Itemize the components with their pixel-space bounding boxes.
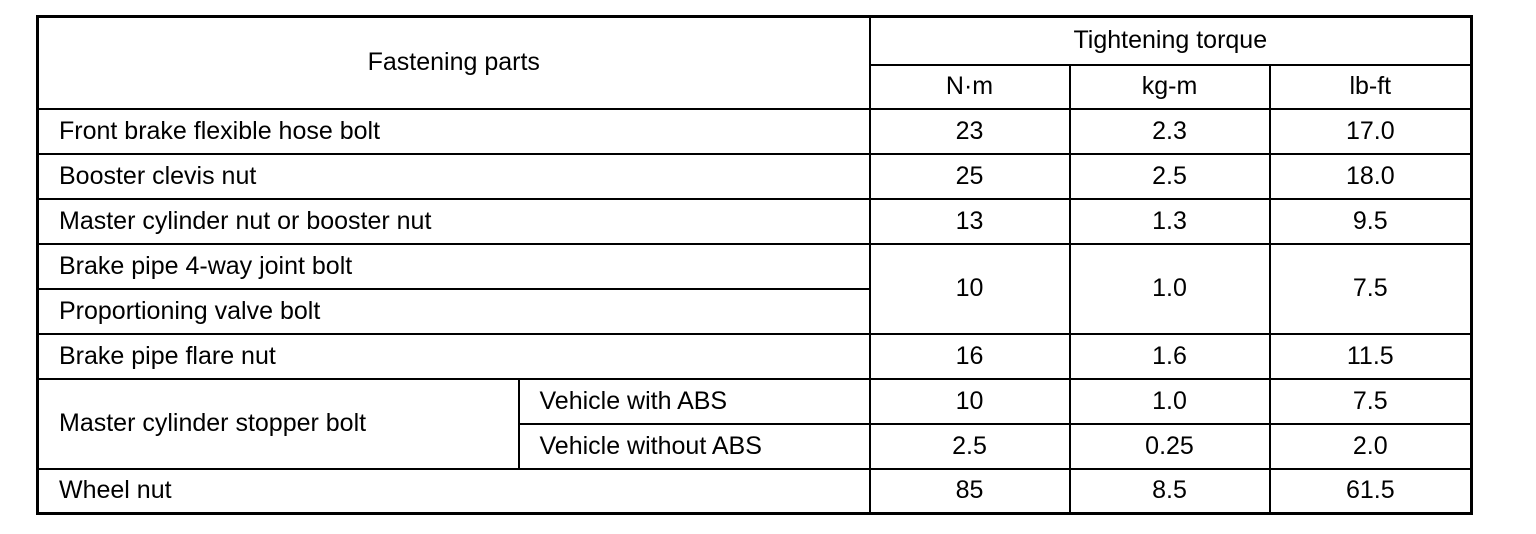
table-row <box>38 379 1472 424</box>
part-condition: Vehicle without ABS <box>519 424 870 469</box>
torque-nm: 10 <box>870 244 1070 334</box>
torque-kgm: 8.5 <box>1070 469 1270 514</box>
torque-kgm: 0.25 <box>1070 424 1270 469</box>
torque-nm: 85 <box>870 469 1070 514</box>
header-unit-nm: N·m <box>870 65 1070 109</box>
torque-nm: 10 <box>870 379 1070 424</box>
torque-kgm: 1.6 <box>1070 334 1270 379</box>
torque-kgm: 2.3 <box>1070 109 1270 154</box>
torque-nm: 2.5 <box>870 424 1070 469</box>
torque-lbft: 18.0 <box>1270 154 1472 199</box>
table-row <box>38 469 1472 514</box>
torque-lbft: 61.5 <box>1270 469 1472 514</box>
torque-lbft: 2.0 <box>1270 424 1472 469</box>
torque-lbft: 11.5 <box>1270 334 1472 379</box>
part-name: Brake pipe 4-way joint bolt <box>38 244 870 289</box>
table-row <box>38 109 1472 154</box>
table-row <box>38 244 1472 289</box>
part-name: Brake pipe flare nut <box>38 334 870 379</box>
torque-kgm: 1.3 <box>1070 199 1270 244</box>
part-name: Master cylinder stopper bolt <box>38 379 519 469</box>
torque-kgm: 1.0 <box>1070 244 1270 334</box>
table-row <box>38 334 1472 379</box>
header-unit-lbft: lb-ft <box>1270 65 1472 109</box>
torque-lbft: 7.5 <box>1270 244 1472 334</box>
torque-kgm: 2.5 <box>1070 154 1270 199</box>
torque-nm: 16 <box>870 334 1070 379</box>
part-name: Front brake flexible hose bolt <box>38 109 870 154</box>
torque-lbft: 9.5 <box>1270 199 1472 244</box>
torque-kgm: 1.0 <box>1070 379 1270 424</box>
torque-nm: 13 <box>870 199 1070 244</box>
table-row <box>38 154 1472 199</box>
torque-table <box>36 15 1473 515</box>
table-row <box>38 199 1472 244</box>
torque-lbft: 7.5 <box>1270 379 1472 424</box>
header-tightening-torque: Tightening torque <box>870 17 1472 65</box>
part-name: Wheel nut <box>38 469 870 514</box>
torque-nm: 23 <box>870 109 1070 154</box>
part-condition: Vehicle with ABS <box>519 379 870 424</box>
torque-lbft: 17.0 <box>1270 109 1472 154</box>
part-name: Master cylinder nut or booster nut <box>38 199 870 244</box>
part-name: Booster clevis nut <box>38 154 870 199</box>
part-name: Proportioning valve bolt <box>38 289 870 334</box>
header-fastening-parts: Fastening parts <box>38 17 870 109</box>
torque-nm: 25 <box>870 154 1070 199</box>
header-unit-kgm: kg-m <box>1070 65 1270 109</box>
